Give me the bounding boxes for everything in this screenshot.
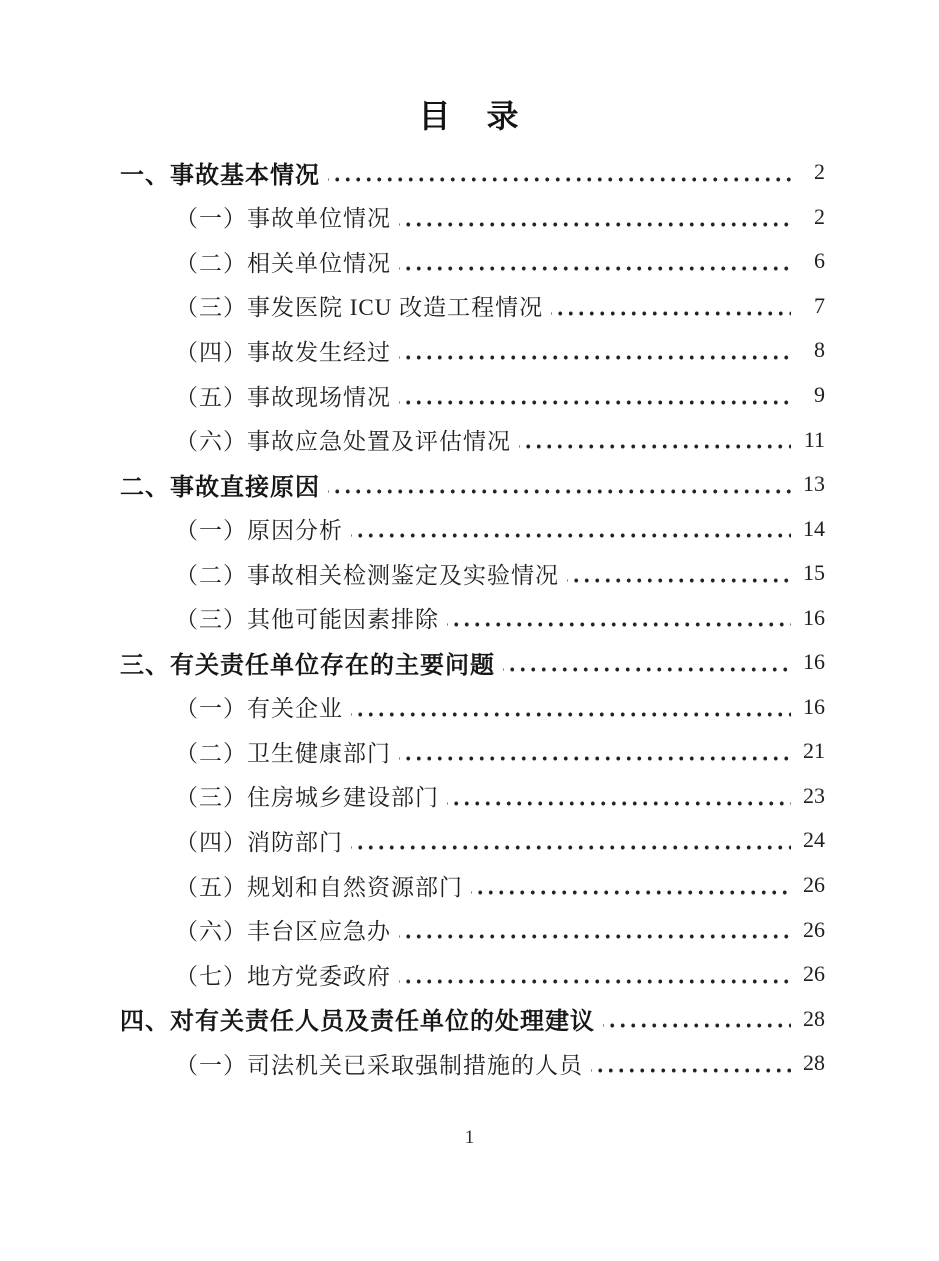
toc-list bbox=[120, 150, 825, 1085]
toc-entry bbox=[120, 1041, 825, 1086]
toc-entry-page: 24 bbox=[803, 827, 825, 853]
toc-entry-page: 26 bbox=[803, 961, 825, 987]
dot-leader bbox=[447, 595, 791, 640]
toc-entry-label: （六）丰台区应急办 bbox=[175, 919, 391, 945]
toc-entry bbox=[120, 373, 825, 418]
toc-entry bbox=[120, 863, 825, 908]
toc-entry-page: 16 bbox=[803, 649, 825, 675]
toc-entry bbox=[120, 595, 825, 640]
toc-entry-label: （七）地方党委政府 bbox=[175, 963, 391, 989]
toc-entry-label: （三）其他可能因素排除 bbox=[175, 607, 439, 633]
toc-entry bbox=[120, 462, 825, 507]
toc-entry bbox=[120, 328, 825, 373]
dot-leader bbox=[399, 195, 791, 240]
dot-leader bbox=[399, 239, 791, 284]
toc-entry-label: （五）规划和自然资源部门 bbox=[175, 874, 463, 900]
footer-page-number: 1 bbox=[464, 1127, 475, 1148]
dot-leader bbox=[447, 774, 791, 819]
dot-leader bbox=[471, 863, 791, 908]
dot-leader bbox=[399, 373, 791, 418]
toc-entry-page: 7 bbox=[814, 292, 825, 318]
toc-entry-label: （一）事故单位情况 bbox=[175, 206, 391, 232]
toc-entry-page: 23 bbox=[803, 782, 825, 808]
toc-entry-label: （六）事故应急处置及评估情况 bbox=[175, 429, 511, 455]
toc-entry-page: 2 bbox=[814, 203, 825, 229]
toc-entry-label: 三、有关责任单位存在的主要问题 bbox=[120, 651, 495, 679]
toc-entry-label: 四、对有关责任人员及责任单位的处理建议 bbox=[120, 1008, 595, 1036]
dot-leader bbox=[399, 328, 791, 373]
toc-entry bbox=[120, 729, 825, 774]
toc-entry-label: （三）住房城乡建设部门 bbox=[175, 785, 439, 811]
toc-entry bbox=[120, 284, 825, 329]
dot-leader bbox=[603, 996, 791, 1041]
toc-entry-label: （一）有关企业 bbox=[175, 696, 343, 722]
dot-leader bbox=[399, 907, 791, 952]
toc-entry-page: 2 bbox=[814, 159, 825, 185]
toc-entry-page: 9 bbox=[814, 382, 825, 407]
toc-entry bbox=[120, 417, 825, 462]
toc-entry-page: 21 bbox=[803, 738, 825, 764]
dot-leader bbox=[351, 506, 791, 551]
dot-leader bbox=[551, 284, 791, 329]
toc-entry-page: 16 bbox=[803, 693, 825, 719]
toc-entry-label: （二）相关单位情况 bbox=[175, 250, 391, 276]
toc-entry bbox=[120, 640, 825, 685]
toc-entry-page: 13 bbox=[803, 471, 825, 497]
toc-entry bbox=[120, 506, 825, 551]
toc-entry-page: 26 bbox=[803, 872, 825, 898]
dot-leader bbox=[503, 640, 791, 685]
toc-entry-label: （一）司法机关已采取强制措施的人员 bbox=[175, 1052, 583, 1078]
toc-entry-page: 28 bbox=[803, 1050, 825, 1076]
toc-entry-page: 6 bbox=[814, 248, 825, 274]
toc-entry-label: （一）原因分析 bbox=[175, 518, 343, 544]
toc-entry bbox=[120, 551, 825, 596]
dot-leader bbox=[399, 952, 791, 997]
toc-entry-page: 26 bbox=[803, 916, 825, 942]
toc-entry-page: 15 bbox=[803, 560, 825, 586]
toc-entry bbox=[120, 907, 825, 952]
toc-entry-label: 二、事故直接原因 bbox=[120, 473, 320, 501]
toc-entry-label: （五）事故现场情况 bbox=[175, 384, 391, 410]
toc-entry-label: （二）事故相关检测鉴定及实验情况 bbox=[175, 562, 559, 588]
toc-entry-label: （三）事发医院 ICU 改造工程情况 bbox=[175, 295, 544, 321]
toc-entry bbox=[120, 195, 825, 240]
toc-entry-label: （四）事故发生经过 bbox=[175, 339, 391, 365]
toc-entry bbox=[120, 952, 825, 997]
dot-leader bbox=[519, 417, 791, 462]
page-title: 目 录 bbox=[418, 98, 521, 134]
toc-entry-label: （四）消防部门 bbox=[175, 829, 343, 855]
toc-entry-page: 11 bbox=[803, 426, 825, 452]
toc-entry-label: 一、事故基本情况 bbox=[120, 161, 320, 189]
toc-entry bbox=[120, 774, 825, 819]
toc-entry bbox=[120, 685, 825, 730]
dot-leader bbox=[567, 551, 791, 596]
toc-entry-page: 14 bbox=[803, 515, 825, 541]
dot-leader bbox=[351, 818, 791, 863]
toc-entry-label: （二）卫生健康部门 bbox=[175, 740, 391, 766]
toc-entry-page: 8 bbox=[814, 337, 825, 363]
toc-entry bbox=[120, 996, 825, 1041]
toc-entry bbox=[120, 818, 825, 863]
toc-entry-page: 28 bbox=[803, 1005, 825, 1031]
dot-leader bbox=[328, 150, 791, 195]
dot-leader bbox=[399, 729, 791, 774]
dot-leader bbox=[351, 685, 791, 730]
dot-leader bbox=[328, 462, 791, 507]
toc-entry-page: 16 bbox=[803, 604, 825, 630]
toc-entry bbox=[120, 239, 825, 284]
toc-entry bbox=[120, 150, 825, 195]
dot-leader bbox=[591, 1041, 791, 1086]
